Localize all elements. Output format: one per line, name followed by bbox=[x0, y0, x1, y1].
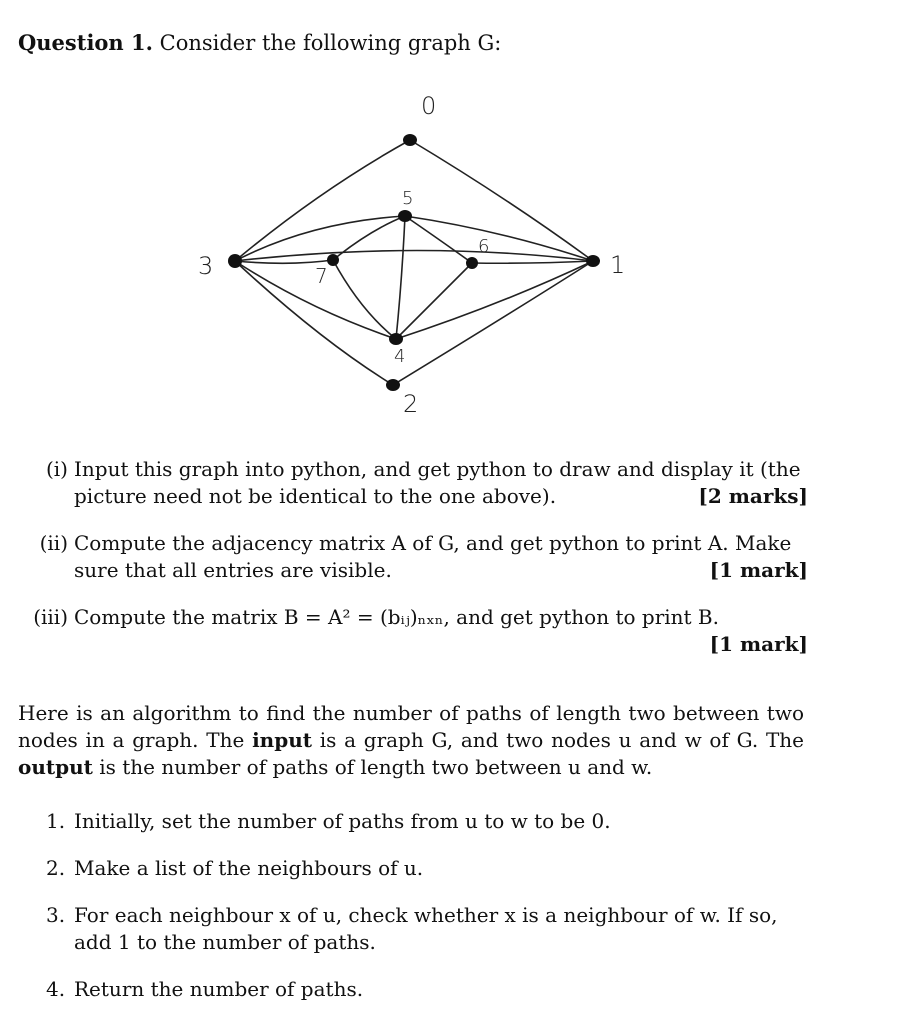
edge-0-1 bbox=[410, 140, 593, 261]
part-iii bbox=[18, 604, 808, 658]
step-number: 3. bbox=[46, 903, 66, 927]
edge-3-2 bbox=[235, 261, 393, 385]
part-text-line1: Compute the matrix B = A² = (bᵢⱼ)ₙₓₙ, and get python to print B. bbox=[74, 605, 719, 629]
part-marks: [1 mark] bbox=[709, 632, 808, 656]
step-number: 1. bbox=[46, 809, 66, 833]
part-text-line2: sure that all entries are visible. bbox=[74, 558, 392, 582]
part-text-line1: Input this graph into python, and get python to draw and display it (the bbox=[74, 457, 801, 481]
node-3 bbox=[228, 254, 242, 268]
part-number: (i) bbox=[45, 457, 68, 481]
node-5 bbox=[466, 257, 478, 269]
step-number: 4. bbox=[46, 977, 66, 1001]
algorithm-step bbox=[18, 902, 804, 956]
part-number: (iii) bbox=[33, 605, 68, 629]
node-label-2: 2 bbox=[403, 390, 419, 418]
edge-0-3 bbox=[235, 140, 410, 261]
edge-4-1 bbox=[405, 216, 593, 261]
question-text: Consider the following graph G: bbox=[159, 31, 502, 55]
edge-5-1 bbox=[472, 261, 593, 263]
node-label-4: 5 bbox=[402, 188, 414, 209]
graph-figure bbox=[180, 80, 650, 430]
step-text: Initially, set the number of paths from u to w to be 0. bbox=[74, 809, 611, 833]
algorithm-step bbox=[18, 855, 804, 882]
step-text: Return the number of paths. bbox=[74, 977, 364, 1001]
edge-3-7 bbox=[235, 260, 333, 263]
node-7 bbox=[327, 254, 339, 266]
algorithm-step bbox=[18, 808, 804, 835]
intro-text-b: is a graph G, and two nodes u and w of G. The bbox=[319, 728, 805, 752]
output-keyword: output bbox=[18, 755, 93, 779]
edge-2-1 bbox=[393, 261, 593, 385]
edge-6-1 bbox=[396, 261, 593, 339]
node-0 bbox=[403, 134, 417, 146]
step-text: For each neighbour x of u, check whether x is a neighbour of w. If so, add 1 to the number of paths. bbox=[74, 903, 778, 954]
part-text-line1: Compute the adjacency matrix A of G, and get python to print A. Make bbox=[74, 531, 792, 555]
part-number: (ii) bbox=[39, 531, 68, 555]
node-label-0: 0 bbox=[421, 92, 437, 120]
part-text-line2: picture need not be identical to the one above). bbox=[74, 484, 557, 508]
node-label-1: 1 bbox=[610, 251, 626, 279]
question-heading bbox=[18, 30, 501, 55]
edge-4-6 bbox=[396, 216, 405, 339]
node-label-5: 6 bbox=[478, 236, 490, 257]
input-keyword: input bbox=[252, 728, 312, 752]
node-label-7: 7 bbox=[315, 264, 328, 288]
intro-text-a: Here is an algorithm to find the number of paths of length two between two nodes in a graph. The bbox=[18, 701, 804, 752]
edge-3-1 bbox=[235, 251, 593, 262]
edge-5-6 bbox=[396, 263, 472, 339]
part-i bbox=[18, 456, 808, 510]
node-6 bbox=[389, 333, 403, 345]
question-label: Question 1. bbox=[18, 30, 153, 55]
step-number: 2. bbox=[46, 856, 66, 880]
node-label-3: 3 bbox=[198, 252, 214, 280]
node-1 bbox=[586, 255, 600, 267]
node-4 bbox=[398, 210, 412, 222]
step-text: Make a list of the neighbours of u. bbox=[74, 856, 424, 880]
algorithm-step bbox=[18, 976, 804, 1003]
node-2 bbox=[386, 379, 400, 391]
algorithm-intro bbox=[18, 700, 804, 781]
algorithm-steps bbox=[18, 808, 804, 1023]
intro-text-c: is the number of paths of length two between u and w. bbox=[99, 755, 653, 779]
edge-4-5 bbox=[405, 216, 472, 263]
edge-4-7 bbox=[333, 216, 405, 260]
question-parts bbox=[18, 456, 808, 678]
part-marks: [2 marks] bbox=[698, 484, 808, 508]
part-marks: [1 mark] bbox=[709, 558, 808, 582]
node-label-6: 4 bbox=[394, 346, 406, 367]
part-ii bbox=[18, 530, 808, 584]
